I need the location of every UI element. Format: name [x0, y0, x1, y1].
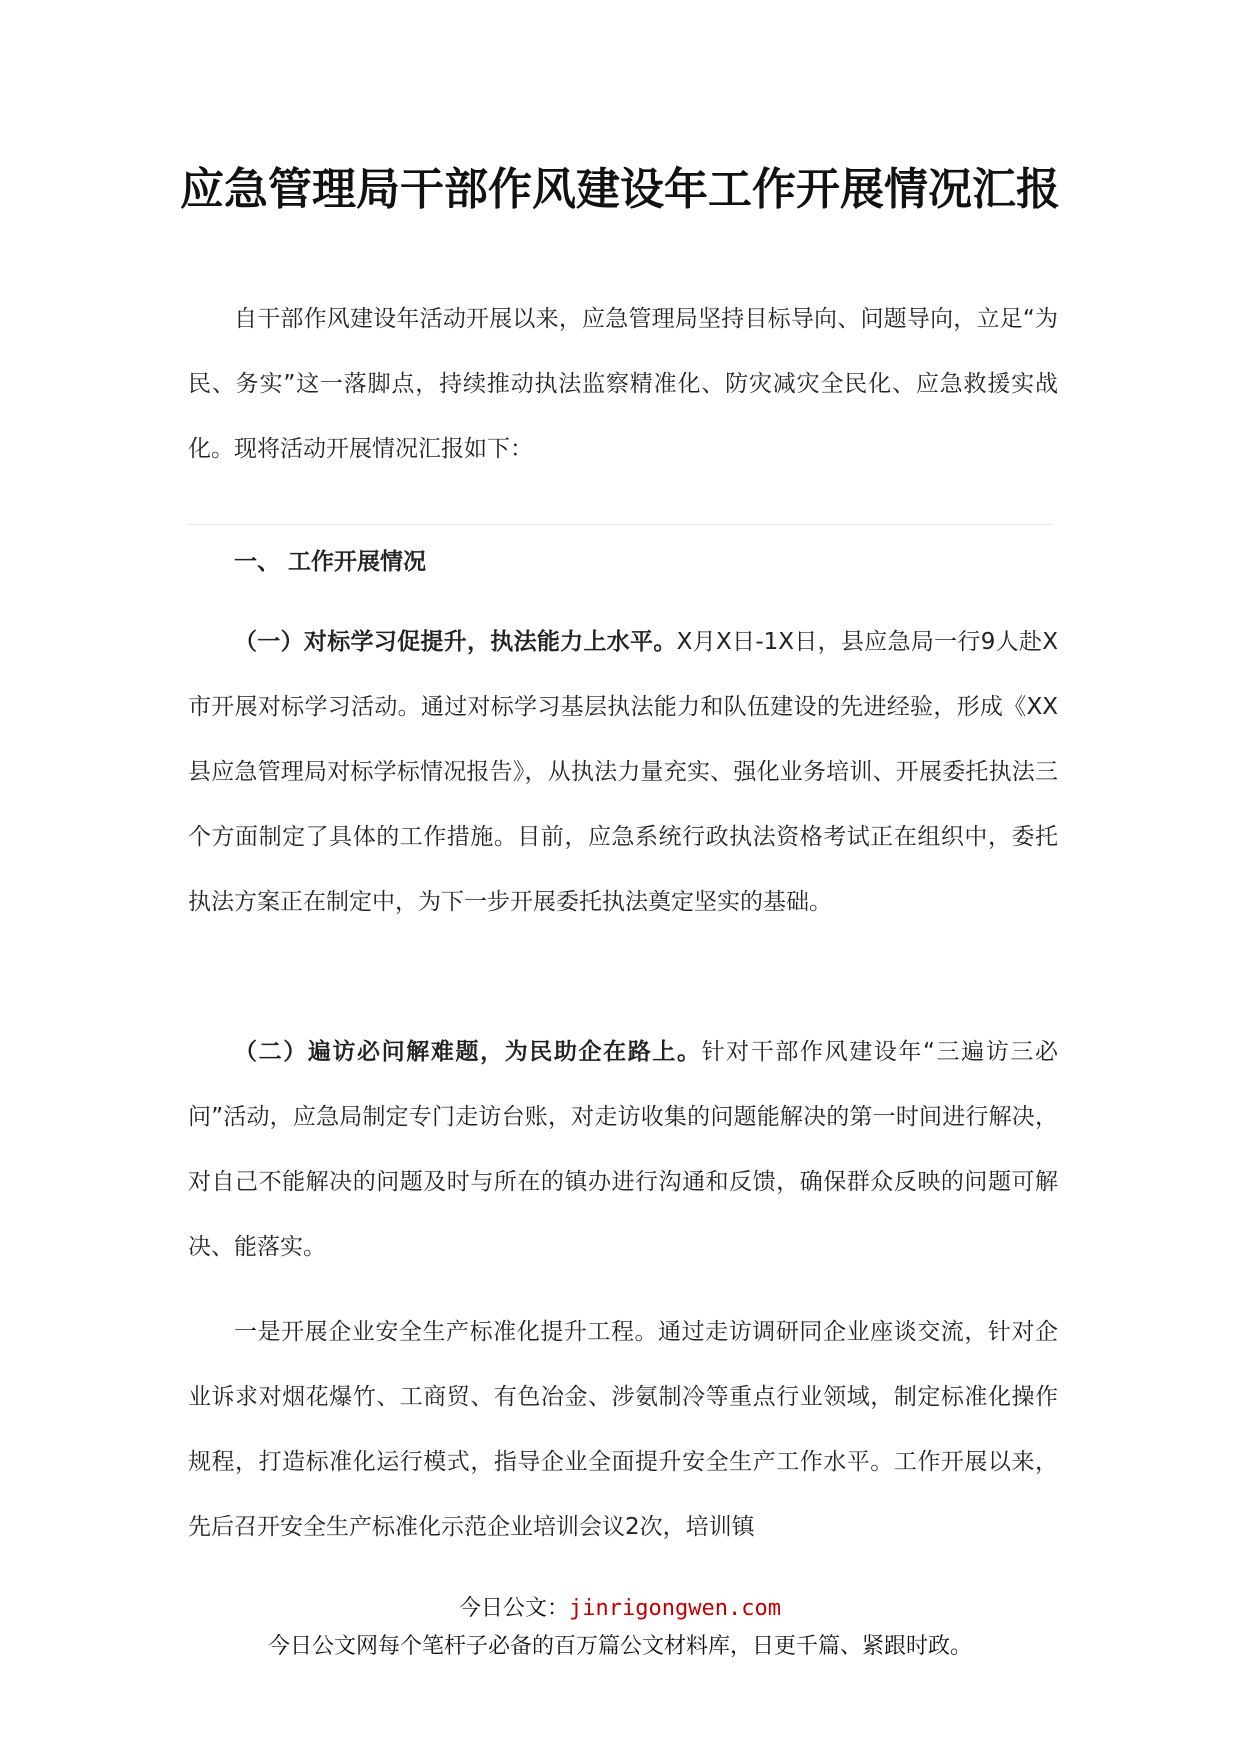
footer-site-link[interactable]: jinrigongwen.com — [569, 1596, 781, 1621]
section-heading: 一、 工作开展情况 — [234, 549, 427, 575]
item-2-body: 针对干部作风建设年“三遍访三必问”活动，应急局制定专门走访台账，对走访收集的问题能解决的第一时间进行解决，对自己不能解决的问题及时与所在的镇办进行沟通和反馈，确保群众反映的问题可解决、能落实。 — [188, 1039, 1058, 1260]
item-3-paragraph: 一是开展企业安全生产标准化提升工程。通过走访调研同企业座谈交流，针对企业诉求对烟花爆竹、工商贸、有色冶金、涉氨制冷等重点行业领域，制定标准化操作规程，打造标准化运行模式，指导企业全面提升安全生产工作水平。工作开展以来，先后召开安全生产标准化示范企业培训会议2次，培训镇 — [188, 1319, 1058, 1540]
section-divider — [188, 524, 1052, 525]
item-1-lead: （一）对标学习促提升，执法能力上水平。 — [234, 629, 677, 655]
intro-paragraph: 自干部作风建设年活动开展以来，应急管理局坚持目标导向、问题导向，立足“为民、务实”这一落脚点，持续推动执法监察精准化、防灾减灾全民化、应急救援实战化。现将活动开展情况汇报如下： — [188, 306, 1058, 462]
item-1-body: X月X日-1X日，县应急局一行9人赴X市开展对标学习活动。通过对标学习基层执法能力和队伍建设的先进经验，形成《XX县应急管理局对标学标情况报告》，从执法力量充实、强化业务培训、开展委托执法三个方面制定了具体的工作措施。目前，应急系统行政执法资格考试正在组织中，委托执法方案正在制定中，为下一步开展委托执法奠定坚实的基础。 — [188, 629, 1059, 915]
footer-site-line — [0, 1592, 1240, 1626]
footer-slogan: 今日公文网每个笔杆子必备的百万篇公文材料库，日更千篇、紧跟时政。 — [267, 1634, 972, 1659]
item-2-lead: （二）遍访必问解难题，为民助企在路上。 — [234, 1039, 702, 1065]
item-2-paragraph — [188, 1020, 1058, 1280]
item-1-paragraph — [188, 610, 1058, 935]
footer-label: 今日公文： — [459, 1596, 570, 1621]
document-title: 应急管理局干部作风建设年工作开展情况汇报 — [180, 164, 1060, 215]
